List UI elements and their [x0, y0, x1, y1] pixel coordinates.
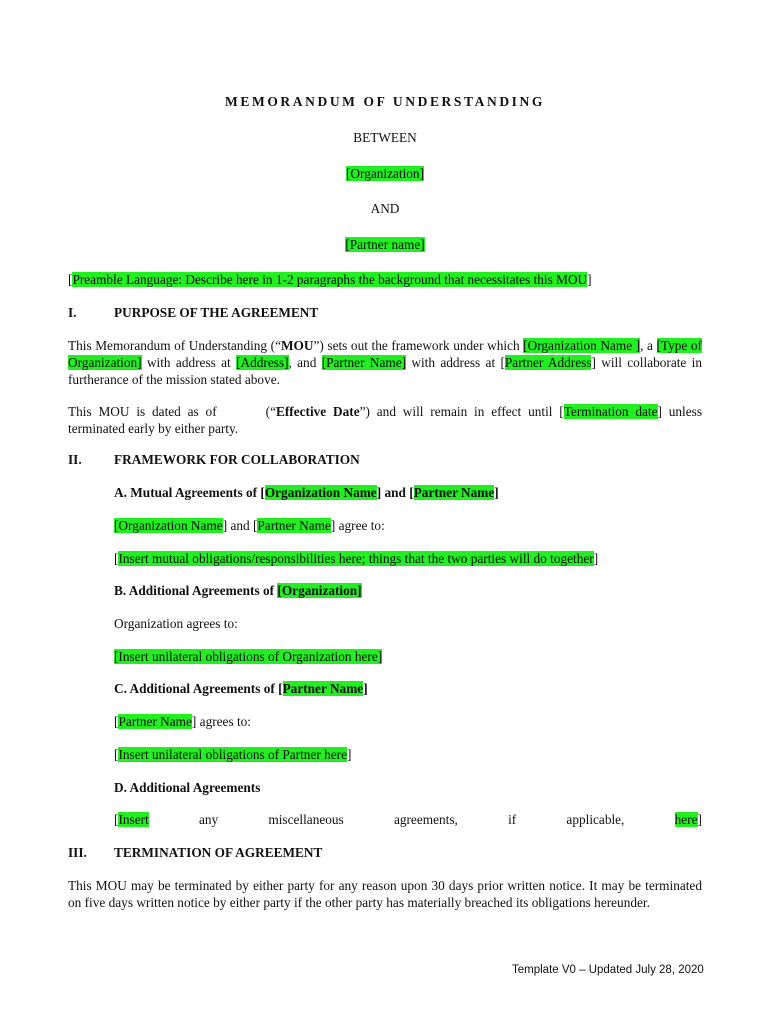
organization-placeholder: [Organization] — [345, 166, 425, 181]
subsection-b-intro: Organization agrees to: — [114, 616, 238, 631]
subsection-b-heading: B. Additional Agreements of [Organization] — [114, 583, 362, 598]
page-footer: Template V0 – Updated July 28, 2020 — [512, 964, 704, 976]
partner-placeholder: [Partner name] — [345, 237, 425, 252]
section-title: FRAMEWORK FOR COLLABORATION — [114, 452, 360, 467]
partner-line — [0, 237, 770, 253]
preamble-text: Preamble Language: Describe here in 1-2 paragraphs the background that necessitates this MOU — [72, 272, 588, 287]
purpose-paragraph: This Memorandum of Understanding (“MOU”) sets out the framework under which [Organization Name ], a [Type of Organization] with address at [Address], and [Partner Name] with address at [Partner Address] will collaborate in furtherance of the mission stated above. — [68, 338, 702, 387]
address-field: [Address] — [236, 355, 289, 370]
partner-obligations-placeholder: [Insert unilateral obligations of Partner here] — [114, 747, 352, 762]
effective-date-paragraph: This MOU is dated as of (“Effective Date”) and will remain in effect until [Termination date] unless terminated early by either party. — [68, 404, 702, 436]
misc-agreements-placeholder: [Insert any miscellaneous agreements, if applicable, here] — [114, 812, 702, 827]
termination-paragraph: This MOU may be terminated by either party for any reason upon 30 days prior written notice. It may be terminated on five days written notice by either party if the other party has materially breached its obligations hereunder. — [68, 878, 702, 910]
and-label: AND — [370, 201, 400, 216]
subsection-d-heading: D. Additional Agreements — [114, 780, 261, 795]
org-obligations-placeholder: [Insert unilateral obligations of Organization here] — [114, 649, 383, 664]
section-number: I. — [68, 305, 77, 320]
subsection-c-heading: C. Additional Agreements of [Partner Name] — [114, 681, 368, 696]
partner-address-field: Partner Address — [504, 355, 592, 370]
subsection-c-intro: [Partner Name] agrees to: — [114, 714, 251, 729]
preamble-paragraph: [Preamble Language: Describe here in 1-2 paragraphs the background that necessitates this MOU] — [68, 272, 592, 287]
mutual-obligations-placeholder: [Insert mutual obligations/responsibilities here; things that the two parties will do together] — [114, 551, 599, 566]
document-title: MEMORANDUM OF UNDERSTANDING — [225, 94, 545, 109]
organization-line — [0, 166, 770, 182]
section-title: PURPOSE OF THE AGREEMENT — [114, 305, 319, 320]
termination-date-field: Termination date — [563, 404, 658, 419]
section-number: III. — [68, 845, 87, 860]
partner-name-field: [Partner Name] — [321, 355, 407, 370]
org-type-field: [Type of Organization] — [68, 338, 702, 370]
org-name-field: [Organization Name ] — [523, 338, 641, 353]
section-number: II. — [68, 452, 82, 467]
section-title: TERMINATION OF AGREEMENT — [114, 845, 323, 860]
subsection-a-intro: [Organization Name] and [Partner Name] agree to: — [114, 518, 385, 533]
subsection-a-heading: A. Mutual Agreements of [Organization Name] and [Partner Name] — [114, 485, 499, 500]
between-label: BETWEEN — [353, 130, 417, 145]
